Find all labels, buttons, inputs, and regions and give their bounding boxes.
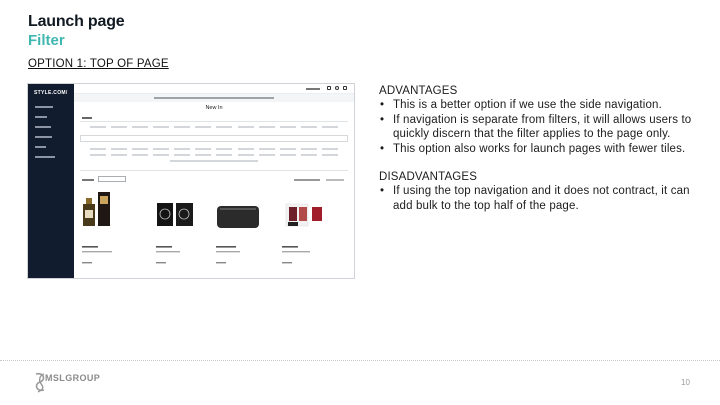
side-navigation — [28, 84, 74, 278]
wash-bag-image[interactable] — [217, 206, 259, 228]
page-number: 10 — [681, 378, 690, 387]
analysis-text — [379, 84, 699, 213]
disadvantages-list — [379, 184, 699, 213]
page-title: Launch page — [28, 13, 125, 30]
filter-search-bar[interactable] — [80, 135, 348, 142]
advantage-item: • This is a better option if we use the side navigation. — [379, 98, 699, 112]
utility-bar — [74, 84, 354, 94]
candle-set-image[interactable] — [286, 204, 322, 226]
candle-image[interactable] — [157, 203, 193, 226]
fragrance-bottle-image[interactable] — [83, 192, 110, 226]
advantages-heading: ADVANTAGES — [379, 85, 458, 97]
advantages-list — [379, 98, 699, 156]
website-screenshot — [27, 83, 355, 279]
advantage-item: • This option also works for launch pages with fewer tiles. — [379, 142, 699, 156]
sort-dropdown[interactable] — [98, 176, 126, 182]
product-tiles-row — [74, 184, 355, 276]
site-page-heading: New In — [205, 105, 223, 111]
logo-text: MSLGROUP — [45, 373, 101, 383]
site-brand: STYLE.COM/ — [34, 90, 68, 96]
promo-bar — [74, 94, 354, 102]
site-main-area — [74, 84, 354, 278]
footer-divider — [0, 360, 720, 361]
disadvantage-item: • If using the top navigation and it does not contract, it can add bulk to the top half of the page. — [379, 184, 699, 213]
advantage-item: • If navigation is separate from filters, it will allows users to quickly discern that the filter applies to the page only. — [379, 113, 699, 142]
page-subtitle: Filter — [28, 32, 65, 49]
disadvantages-heading: DISADVANTAGES — [379, 171, 478, 184]
option-label: OPTION 1: TOP OF PAGE — [28, 58, 169, 70]
